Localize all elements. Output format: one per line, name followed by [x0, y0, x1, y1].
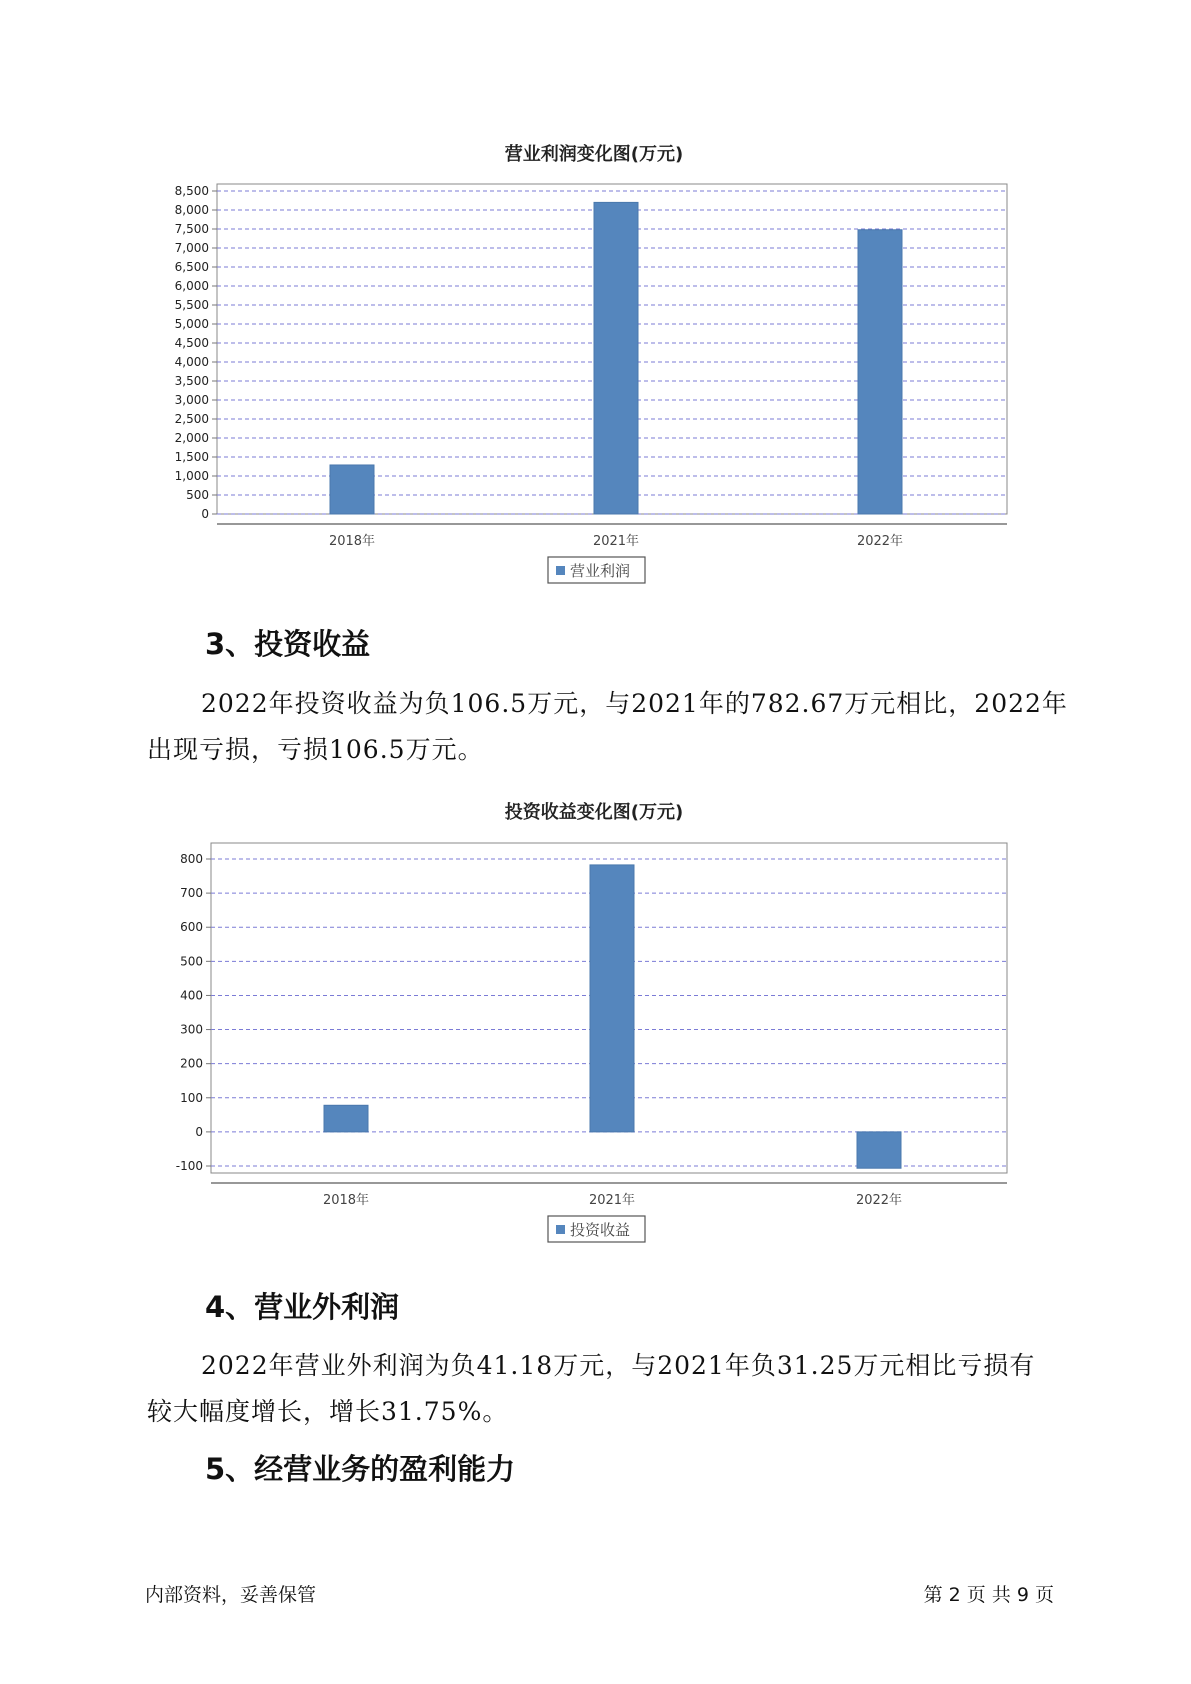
- chart1-y-ticks: [175, 184, 217, 521]
- chart2-x-label: 2018年: [322, 1193, 370, 1208]
- footer-page-number: 第 2 页 共 9 页: [923, 1584, 1054, 1606]
- chart1-tick-label: 0: [201, 507, 209, 521]
- chart2-tick-label: 400: [180, 988, 203, 1003]
- footer-left: 内部资料，妥善保管: [145, 1584, 317, 1606]
- section3-line-2: 出现亏损，亏损106.5万元。: [147, 735, 484, 764]
- chart2-bar: [857, 1132, 901, 1168]
- chart1-tick-label: 2,000: [174, 431, 209, 445]
- section4-line-2: 较大幅度增长，增长31.75%。: [147, 1397, 509, 1426]
- chart2-tick-label: 0: [195, 1124, 203, 1139]
- chart1-legend-swatch: [556, 566, 565, 575]
- chart2-tick-label: 300: [180, 1022, 203, 1037]
- chart1-tick-label: 8,500: [174, 184, 209, 198]
- chart2-legend-swatch: [556, 1225, 565, 1234]
- section4-paragraph: [147, 1343, 1067, 1435]
- chart1-tick-label: 6,000: [174, 279, 209, 293]
- chart1-tick-label: 1,500: [174, 450, 209, 464]
- chart1-tick-label: 4,000: [174, 355, 209, 369]
- chart1-tick-label: 5,500: [174, 298, 209, 312]
- chart1-bar: [330, 465, 374, 514]
- chart1-x-label: 2021年: [592, 534, 640, 549]
- chart2-title: 投资收益变化图(万元): [504, 802, 684, 823]
- chart2-tick-label: 800: [180, 852, 203, 866]
- chart1-tick-label: 5,000: [174, 317, 209, 331]
- section4-heading: 4、营业外利润: [205, 1290, 400, 1324]
- section5-heading: 5、经营业务的盈利能力: [205, 1452, 516, 1486]
- chart1-tick-label: 3,500: [174, 374, 209, 388]
- chart1-tick-label: 7,000: [174, 241, 209, 255]
- chart2-tick-label: 700: [180, 886, 203, 901]
- chart2-x-labels: [323, 1192, 902, 1208]
- chart1-tick-label: 6,500: [174, 260, 209, 274]
- chart1-x-label: 2022年: [856, 534, 904, 549]
- chart1-bar: [594, 202, 638, 514]
- chart2-legend: [548, 1216, 645, 1242]
- chart1-tick-label: 7,500: [174, 222, 209, 236]
- section3-paragraph: [147, 681, 1067, 773]
- chart2-tick-label: 200: [180, 1056, 203, 1071]
- chart1-x-label: 2018年: [328, 534, 376, 549]
- chart2-x-label: 2022年: [855, 1193, 903, 1208]
- chart1-title: 营业利润变化图(万元): [504, 144, 684, 165]
- chart1-legend-label: 营业利润: [570, 562, 631, 580]
- section3-heading: 3、投资收益: [205, 627, 371, 661]
- chart2-bar: [590, 865, 634, 1132]
- chart2-y-ticks: [176, 852, 211, 1173]
- chart1-tick-label: 2,500: [174, 412, 209, 426]
- chart2-tick-label: 500: [180, 954, 203, 969]
- chart2-tick-label: 600: [180, 920, 203, 935]
- chart1-bar: [858, 230, 902, 514]
- chart2-bar: [324, 1105, 368, 1132]
- chart1-x-labels: [329, 533, 903, 549]
- chart1-tick-label: 500: [186, 488, 209, 502]
- chart1-tick-label: 3,000: [174, 393, 209, 407]
- chart1-tick-label: 8,000: [174, 203, 209, 217]
- section4-line-1: 2022年营业外利润为负41.18万元，与2021年负31.25万元相比亏损有: [201, 1351, 1036, 1380]
- section3-line-1: 2022年投资收益为负106.5万元，与2021年的782.67万元相比，2022年: [201, 689, 1068, 718]
- chart1-tick-label: 4,500: [174, 336, 209, 350]
- chart2-x-label: 2021年: [588, 1193, 636, 1208]
- chart2-tick-label: 100: [180, 1090, 203, 1105]
- chart2-tick-label: -100: [175, 1159, 203, 1173]
- chart2-legend-label: 投资收益: [570, 1221, 631, 1239]
- chart1-legend: [548, 557, 645, 583]
- chart1-tick-label: 1,000: [174, 469, 209, 483]
